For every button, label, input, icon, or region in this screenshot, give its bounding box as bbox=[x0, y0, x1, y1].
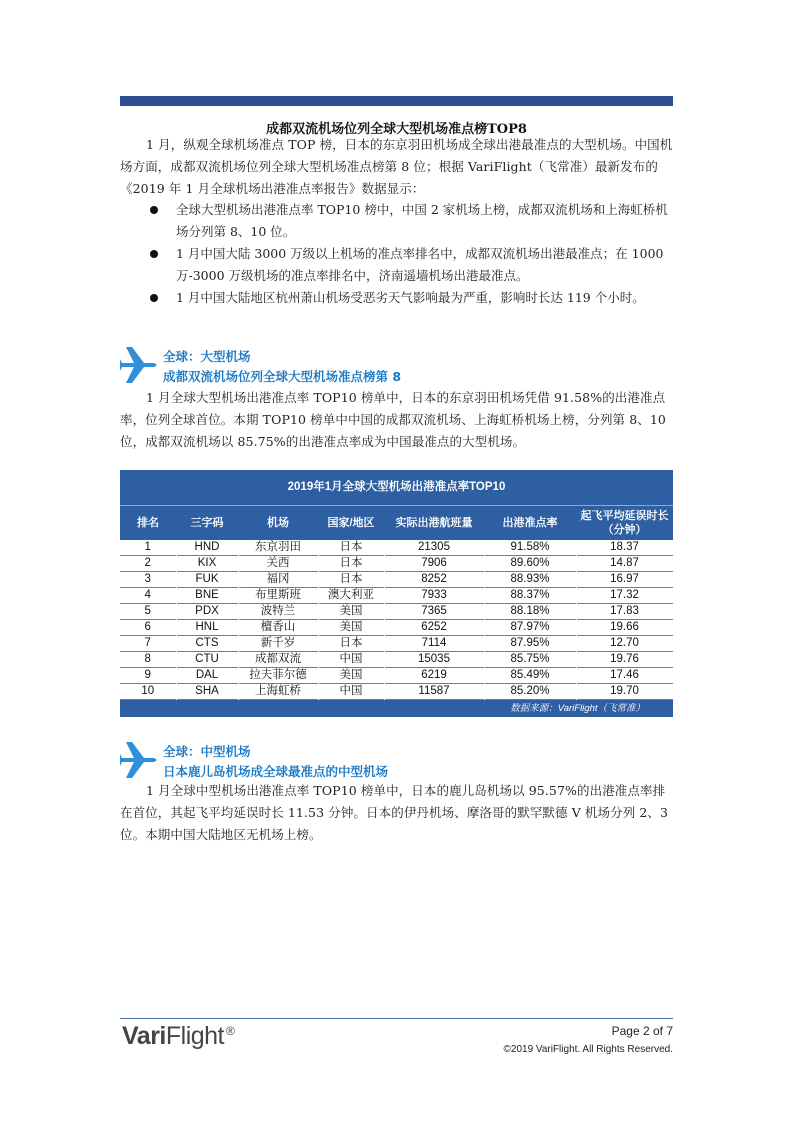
table-cell: 美国 bbox=[318, 668, 384, 684]
table-cell: 12.70 bbox=[576, 636, 673, 652]
table-row bbox=[120, 540, 673, 556]
document-title: 成都双流机场位列全球大型机场准点榜TOP8 bbox=[266, 122, 527, 137]
table-cell: 新千岁 bbox=[238, 636, 318, 652]
table-cell: 6 bbox=[120, 620, 176, 636]
table-cell: 19.76 bbox=[576, 652, 673, 668]
table-cell: 布里斯班 bbox=[238, 588, 318, 604]
table-cell: 6252 bbox=[384, 620, 484, 636]
table-caption: 2019年1月全球大型机场出港准点率TOP10 bbox=[120, 470, 673, 506]
bullet-dot bbox=[150, 206, 158, 214]
column-header: 国家/地区 bbox=[327, 517, 375, 529]
table-row bbox=[120, 620, 673, 636]
table-cell: 85.49% bbox=[484, 668, 576, 684]
table-cell: 87.95% bbox=[484, 636, 576, 652]
table-cell: 85.20% bbox=[484, 684, 576, 700]
table-cell: 4 bbox=[120, 588, 176, 604]
table-cell: 日本 bbox=[318, 572, 384, 588]
table-cell: DAL bbox=[176, 668, 238, 684]
table-row bbox=[120, 604, 673, 620]
table-cell: 上海虹桥 bbox=[238, 684, 318, 700]
table-cell: 19.66 bbox=[576, 620, 673, 636]
top10-large-airports-table bbox=[120, 470, 673, 717]
table-cell: 关西 bbox=[238, 556, 318, 572]
header-bar bbox=[120, 96, 673, 106]
table-cell: KIX bbox=[176, 556, 238, 572]
table-cell: 19.70 bbox=[576, 684, 673, 700]
airplane-icon bbox=[120, 345, 160, 385]
table-cell: 91.58% bbox=[484, 540, 576, 556]
table-cell: 88.18% bbox=[484, 604, 576, 620]
section-subheading: 成都双流机场位列全球大型机场准点榜第 8 bbox=[163, 369, 402, 384]
section-medium-airports-text: 1 月全球中型机场出港准点率 TOP10 榜单中，日本的鹿儿岛机场以 95.57%的出港准点率排在首位，其起飞平均延误时长 11.53 分钟。日本的伊丹机场、摩洛哥的默罕默德 V 机场分列 2、3 位。本期中国大陆地区无机场上榜。 bbox=[120, 783, 669, 842]
table-cell: 2 bbox=[120, 556, 176, 572]
table-cell: 中国 bbox=[318, 652, 384, 668]
table-row bbox=[120, 588, 673, 604]
table-cell: 17.46 bbox=[576, 668, 673, 684]
table-cell: 成都双流 bbox=[238, 652, 318, 668]
section-heading: 全球：大型机场 bbox=[163, 349, 251, 364]
table-cell: 89.60% bbox=[484, 556, 576, 572]
copyright: ©2019 VariFlight. All Rights Reserved. bbox=[503, 1044, 673, 1055]
table-cell: 美国 bbox=[318, 604, 384, 620]
column-header: 排名 bbox=[137, 517, 159, 529]
table-cell: 16.97 bbox=[576, 572, 673, 588]
table-cell: SHA bbox=[176, 684, 238, 700]
table-cell: 拉夫菲尔德 bbox=[238, 668, 318, 684]
section-medium-airports-header bbox=[120, 740, 680, 784]
table-cell: 88.93% bbox=[484, 572, 576, 588]
table-cell: 8252 bbox=[384, 572, 484, 588]
table-row bbox=[120, 684, 673, 700]
table-cell: 7114 bbox=[384, 636, 484, 652]
table-cell: CTU bbox=[176, 652, 238, 668]
table-cell: CTS bbox=[176, 636, 238, 652]
table-cell: 17.32 bbox=[576, 588, 673, 604]
data-source-note: 数据来源：VariFlight（飞常准） bbox=[510, 703, 645, 714]
table-cell: 17.83 bbox=[576, 604, 673, 620]
table-cell: 7933 bbox=[384, 588, 484, 604]
table-cell: 7 bbox=[120, 636, 176, 652]
section-large-airports-text: 1 月全球大型机场出港准点率 TOP10 榜单中，日本的东京羽田机场凭借 91.58%的出港准点率，位列全球首位。本期 TOP10 榜单中中国的成都双流机场、上海虹桥机场上榜，分列第 8、10 位，成都双流机场以 85.75%的出港准点率成为中国最准点的大型机场。 bbox=[120, 390, 666, 449]
table-cell: 6219 bbox=[384, 668, 484, 684]
bullet-text: 全球大型机场出港准点率 TOP10 榜中，中国 2 家机场上榜，成都双流机场和上海虹桥机场分列第 8、10 位。 bbox=[176, 202, 668, 239]
section-heading: 全球：中型机场 bbox=[163, 744, 251, 759]
airplane-icon bbox=[120, 740, 160, 780]
table-cell: 15035 bbox=[384, 652, 484, 668]
table-cell: 日本 bbox=[318, 556, 384, 572]
table-cell: 88.37% bbox=[484, 588, 576, 604]
table-cell: 福冈 bbox=[238, 572, 318, 588]
table-cell: 5 bbox=[120, 604, 176, 620]
footer-divider bbox=[120, 1018, 673, 1019]
page-number: Page 2 of 7 bbox=[611, 1024, 673, 1038]
table-cell: 11587 bbox=[384, 684, 484, 700]
table-cell: 檀香山 bbox=[238, 620, 318, 636]
table-cell: 87.97% bbox=[484, 620, 576, 636]
section-large-airports-header bbox=[120, 345, 680, 389]
table-cell: 7906 bbox=[384, 556, 484, 572]
table-cell: 8 bbox=[120, 652, 176, 668]
bullet-text: 1 月中国大陆 3000 万级以上机场的准点率排名中，成都双流机场出港最准点；在 1000 万-3000 万级机场的准点率排名中，济南遥墙机场出港最准点。 bbox=[176, 246, 664, 283]
table-cell: 10 bbox=[120, 684, 176, 700]
table-row bbox=[120, 652, 673, 668]
table-cell: 美国 bbox=[318, 620, 384, 636]
column-header: 起飞平均延误时长（分钟） bbox=[580, 510, 669, 536]
data-table bbox=[120, 506, 674, 700]
table-cell: 85.75% bbox=[484, 652, 576, 668]
bullet-item bbox=[148, 287, 678, 309]
table-cell: 18.37 bbox=[576, 540, 673, 556]
table-row bbox=[120, 556, 673, 572]
table-cell: 7365 bbox=[384, 604, 484, 620]
column-header: 机场 bbox=[267, 517, 289, 529]
bullet-dot bbox=[150, 294, 158, 302]
table-cell: 3 bbox=[120, 572, 176, 588]
column-header: 三字码 bbox=[190, 517, 224, 529]
table-row bbox=[120, 636, 673, 652]
table-cell: HNL bbox=[176, 620, 238, 636]
table-cell: 中国 bbox=[318, 684, 384, 700]
bullet-dot bbox=[150, 250, 158, 258]
table-cell: HND bbox=[176, 540, 238, 556]
summary-bullet-list bbox=[148, 199, 678, 309]
bullet-item bbox=[148, 243, 678, 287]
section-subheading: 日本鹿儿岛机场成全球最准点的中型机场 bbox=[163, 764, 389, 779]
table-cell: 14.87 bbox=[576, 556, 673, 572]
variflight-logo: VariFlight ® bbox=[122, 1022, 235, 1050]
table-header-row bbox=[120, 506, 673, 540]
table-row bbox=[120, 668, 673, 684]
bullet-item bbox=[148, 199, 678, 243]
table-row bbox=[120, 572, 673, 588]
bullet-text: 1 月中国大陆地区杭州萧山机场受恶劣天气影响最为严重，影响时长达 119 个小时。 bbox=[176, 290, 645, 305]
table-cell: 东京羽田 bbox=[238, 540, 318, 556]
table-cell: 澳大利亚 bbox=[318, 588, 384, 604]
table-cell: 日本 bbox=[318, 540, 384, 556]
column-header: 实际出港航班量 bbox=[395, 517, 473, 529]
table-cell: 日本 bbox=[318, 636, 384, 652]
table-cell: PDX bbox=[176, 604, 238, 620]
table-cell: FUK bbox=[176, 572, 238, 588]
table-cell: 波特兰 bbox=[238, 604, 318, 620]
table-cell: 1 bbox=[120, 540, 176, 556]
column-header: 出港准点率 bbox=[502, 517, 558, 529]
table-cell: 9 bbox=[120, 668, 176, 684]
intro-paragraph: 1 月，纵观全球机场准点 TOP 榜，日本的东京羽田机场成全球出港最准点的大型机场。中国机场方面，成都双流机场位列全球大型机场准点榜第 8 位；根据 VariFlight（飞常准）最新发布的《2019 年 1 月全球机场出港准点率报告》数据显示： bbox=[120, 137, 673, 196]
table-cell: BNE bbox=[176, 588, 238, 604]
table-cell: 21305 bbox=[384, 540, 484, 556]
